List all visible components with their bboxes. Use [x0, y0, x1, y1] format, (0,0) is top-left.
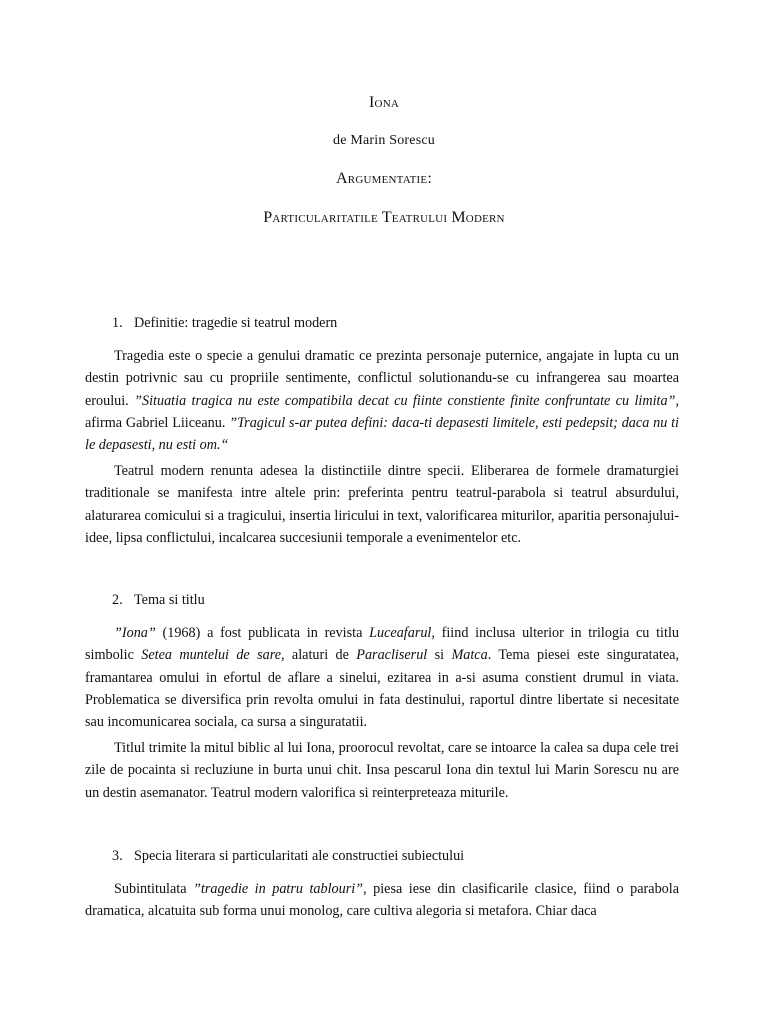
paragraph-tragedy-definition [85, 345, 679, 456]
document-subsubtitle: Particularitatile Teatrului Modern [263, 209, 505, 226]
document-subtitle: Argumentatie: [336, 170, 432, 187]
p3-text-d: si [427, 647, 452, 664]
p1-quote-tragic: ”Tragicul s-ar putea defini: daca-ti depasesti limitele, esti pedepsit; daca nu ti le depasesti, nu esti om.“ [85, 414, 679, 454]
p3-work-paracliserul: Paracliserul [356, 647, 428, 664]
p3-quote-iona: ”Iona” [114, 625, 156, 641]
p3-work-matca: Matca [451, 647, 488, 664]
p3-trilogy-title: Setea muntelui de sare [141, 647, 282, 664]
p3-magazine-title: Luceafarul [369, 625, 432, 641]
paragraph-title-meaning: Titlul trimite la mitul biblic al lui Iona, proorocul revoltat, care se intoarce la calea sa dupa cele trei zile de pocainta si recluziune in burta unui chit. Insa pescarul Iona din textul lui Marin Sorescu nu are un destin asemanator. Teatrul modern valorifica si reinterpreteaza miturile. [85, 740, 679, 801]
p5-text-a: Subintitulata [114, 881, 194, 897]
section-1-heading [112, 315, 337, 332]
p1-text-a: Tragedia este o specie a genului dramatic ce prezinta personaje puternice, angajate in lupta cu un destin potrivnic sau cu propriile sentimente, conflictul solutionandu-se cu infrangerea sau moartea eroului. [85, 348, 679, 409]
section-2-heading [112, 592, 205, 609]
p1-text-b: , afirma Gabriel Liiceanu. [85, 392, 679, 431]
p5-text-b: , piesa iese din clasificarile clasice, fiind o parabola dramatica, alcatuita sub forma unui monolog, care cultiva alegoria si metafora. Chiar daca [85, 881, 679, 920]
document-author: de Marin Sorescu [333, 133, 435, 148]
paragraph-genre [85, 878, 679, 923]
section-2-title: Tema si titlu [134, 592, 205, 608]
p3-text-b: , fiind inclusa ulterior in trilogia cu titlu simbolic [85, 625, 679, 664]
paragraph-theme [85, 622, 679, 733]
section-1-number: 1. [112, 315, 123, 331]
p5-quote-subtitle: ”tragedie in patru tablouri” [193, 881, 364, 897]
p1-quote-liiceanu: ”Situatia tragica nu este compatibila decat cu fiinte constiente finite confruntate cu limita” [134, 392, 676, 409]
document-title: Iona [369, 94, 399, 111]
section-3-title: Specia literara si particularitati ale constructiei subiectului [134, 848, 465, 864]
paragraph-modern-theatre: Teatrul modern renunta adesea la distinctiile dintre specii. Eliberarea de formele dramaturgiei traditionale se manifesta intre altele prin: preferinta pentru teatrul-parabola si teatrul absurdului, alaturarea comicului si a tragicului, insertia liricului in text, valorificarea miturilor, aparitia personajului-idee, lipsa conflictului, incalcarea succesiunii temporale a evenimentelor etc. [85, 463, 679, 546]
section-3-number: 3. [112, 848, 123, 864]
section-2-number: 2. [112, 592, 123, 608]
p3-text-e: . Tema piesei este singuratatea, framantarea omului in efortul de aflare a sinelui, ezitarea in a-si asuma constient drumul in viata. Problematica se diversifica prin revolta omului in fata destinului, raportul dintre libertate si necesitate sau incomunicarea sociala, ca sursa a singuratatii. [85, 647, 679, 731]
section-1-title: Definitie: tragedie si teatrul modern [134, 315, 338, 331]
p3-text-c: , alaturi de [281, 647, 357, 664]
section-3-heading [112, 848, 464, 865]
p3-text-a: (1968) a fost publicata in revista [155, 625, 370, 641]
